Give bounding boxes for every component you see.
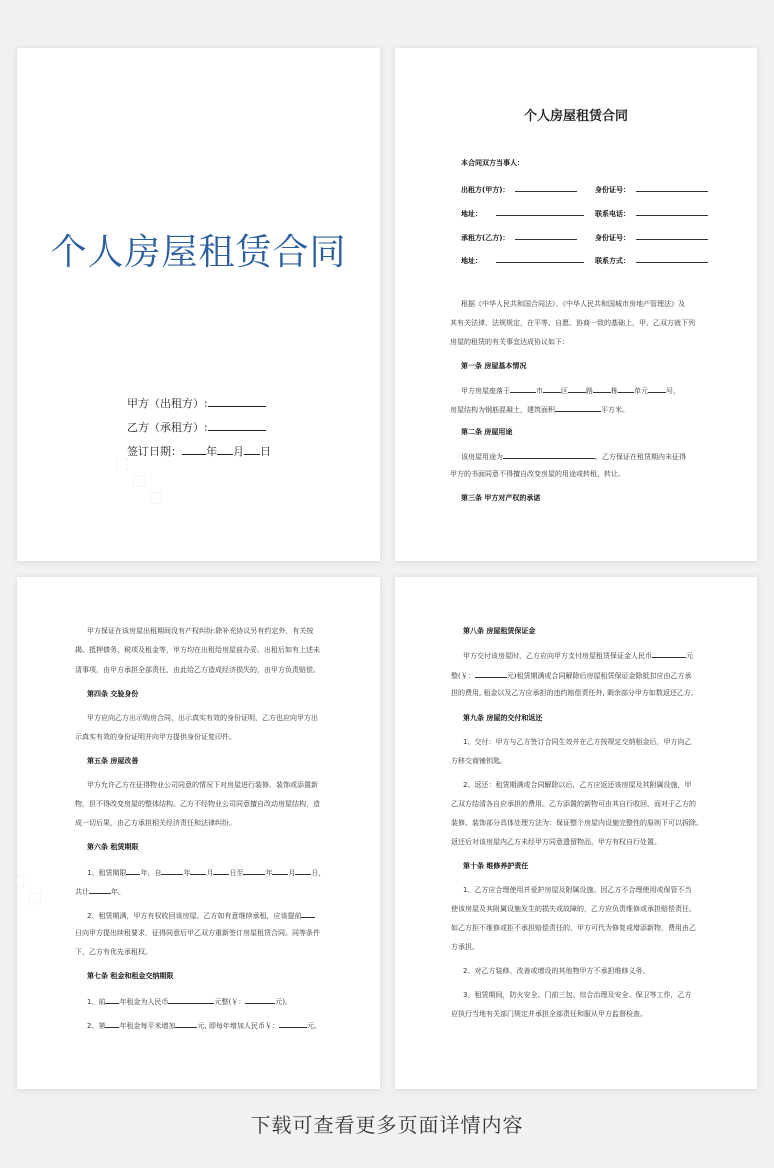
article-line: 2、对乙方装修、改善或增设的其他物甲方不承担维修义务。 [463,967,650,975]
intro-line: 其有关法律、法规规定，在平等、自愿、协商一致的基础上，甲、乙双方就下列 [450,319,695,327]
intro-line: 根据《中华人民共和国合同法》、《中华人民共和国城市房地产管理法》及 [461,300,685,308]
article-line: 2、返还：租赁期满或合同解除以后，乙方应返还该房屋及其附属设施，甲 [463,781,692,789]
article-line: 1、交付：甲方与乙方签订合同生效并在乙方按规定交纳租金后，甲方向乙 [463,738,692,746]
watermark [17,866,51,913]
article-line: 使该房屋及其附属设施发生的损失或故障的，乙方应负责维修或承担赔偿责任。 [451,905,696,913]
article-line: 甲方房屋座落于 市 区 路 栋 单元 号， [461,387,680,395]
article-line: 方移交商铺钥匙。 [451,757,507,765]
article-line: 该房屋用途为 。乙方保证在租赁期内未征得 [461,453,686,461]
article-line: 甲方允许乙方在征得物业公司同意的情况下对房屋进行装修、装饰或添置新 [87,781,318,789]
paragraph-line: 揭、抵押债务、税项及租金等，甲方均在出租给房屋前办妥。出租后如有上述未 [75,646,320,654]
article-line: 返还后对该房屋内乙方未经甲方同意遗留物品，甲方有权自行处置。 [451,838,661,846]
article-heading: 第五条 房屋改善 [87,757,139,765]
lessee-field: 乙方（承租方）: [127,419,266,435]
lessor-label: 出租方(甲方)： [461,184,577,195]
article-heading: 第三条 甲方对产权的承诺 [461,494,541,502]
article-line: 成一切后果，由乙方承担相关经济责任和法律纠纷。 [75,819,236,827]
article-heading: 第六条 租赁期限 [87,843,139,851]
article-line: 2、租赁期满，甲方有权收回该房屋。乙方如有意继续承租，应该提前 [87,910,315,921]
article-heading: 第七条 租金和租金交纳期限 [87,972,174,980]
id1-label: 身份证号： [595,184,708,195]
addr2-label: 地址： [461,255,584,266]
article-line: 房屋结构为钢筋混凝土，建筑面积 平方米。 [450,406,629,414]
id2-label: 身份证号： [595,232,708,243]
article-heading: 第四条 交验身份 [87,690,139,698]
contract-page-1 [395,48,757,561]
article-line: 物，但不得改变房屋的整体结构。乙方不经物业公司同意擅自改动房屋结构，造 [75,800,320,808]
article-line: 装修、装饰部分具体处理方法为：保证整个房屋内设施完整性的原则下可以拆除。 [451,819,703,827]
article-line: 示真实有效的身份证明并向甲方提供身份证复印件。 [75,733,236,741]
contact-label: 联系方式： [595,255,708,266]
article-line: 甲方交付该房屋时，乙方应向甲方支付房屋租赁保证金人民币 元 [463,652,693,660]
doc-title: 个人房屋租赁合同 [523,109,628,124]
article-line: 1、租赁期限 年，自 年 月 日至 年 月 日， [87,869,326,877]
article-heading: 第一条 房屋基本情况 [461,362,527,370]
article-line: 下，乙方有优先承租权。 [75,948,152,956]
article-line: 日向甲方提出续租要求，征得同意后甲乙双方重新签订房屋租赁合同。同等条件 [75,929,320,937]
article-line: 共计 年。 [75,888,125,896]
intro-line: 房屋的租赁的有关事宜达成协议如下： [450,338,569,346]
article-heading: 第八条 房屋租赁保证金 [463,627,536,635]
article-line: 甲方应向乙方出示购房合同，出示真实有效的身份证明，乙方也应向甲方出 [87,714,318,722]
addr1-label: 地址： [461,208,584,219]
lessor-field: 甲方（出租方）: [127,395,266,411]
cover-title: 个人房屋租赁合同 [50,232,347,273]
article-line: 整(￥： 元)租赁期满或合同解除后房屋租赁保证金除抵扣应由乙方承 [451,672,692,680]
article-line: 1、前 年租金为人民币 元整(￥： 元)。 [87,998,292,1006]
article-line: 乙双方结清各自应承担的费用。乙方添置的新物可由其自行收回，而对于乙方的 [451,800,696,808]
article-line: 1、乙方应合理使用并爱护房屋及附属设施。因乙方不合理使用或保管不当 [463,886,692,894]
paragraph-line: 清事项，由甲方承担全部责任，由此给乙方造成经济损失的，由甲方负责赔偿。 [75,666,320,674]
article-line: 方承担。 [451,943,479,951]
article-heading: 第九条 房屋的交付和返还 [463,714,543,722]
contract-page-2 [17,577,380,1089]
paragraph-line: 甲方保证在该房屋出租期间没有产权纠纷:除补充协议另有约定外，有关按 [87,627,314,635]
contract-page-3 [395,577,757,1089]
article-line: 担的费用, 租金以及乙方应承担的违约赔偿责任外, 剩余部分甲方如数返还乙方。 [451,689,698,697]
article-line: 3、租赁期间，防火安全、门前三包、综合治理及安全、保卫等工作，乙方 [463,991,692,999]
lessee-label: 承租方(乙方)： [461,232,577,243]
article-heading: 第二条 房屋用途 [461,428,513,436]
article-line: 2、第 年租金每平米增加 元, 即每年增加人民币￥： 元。 [87,1022,321,1030]
cover-page [17,48,380,561]
phone-label: 联系电话： [595,208,708,219]
article-line: 甲方的书面同意不得擅自改变房屋的用途或转租、转让。 [450,470,625,478]
download-caption: 下载可查看更多页面详情内容 [250,1113,524,1137]
article-line: 应执行当地有关部门规定并承担全部责任和服从甲方监督检查。 [451,1010,647,1018]
article-heading: 第十条 维修养护责任 [463,862,529,870]
sign-date-field: 签订日期： 年 月 日 [127,445,271,458]
parties-heading: 本合同双方当事人： [461,159,524,167]
article-line: 如乙方拒不维修或拒不承担赔偿责任的，甲方可代为修复或增添新物，费用由乙 [451,924,696,932]
